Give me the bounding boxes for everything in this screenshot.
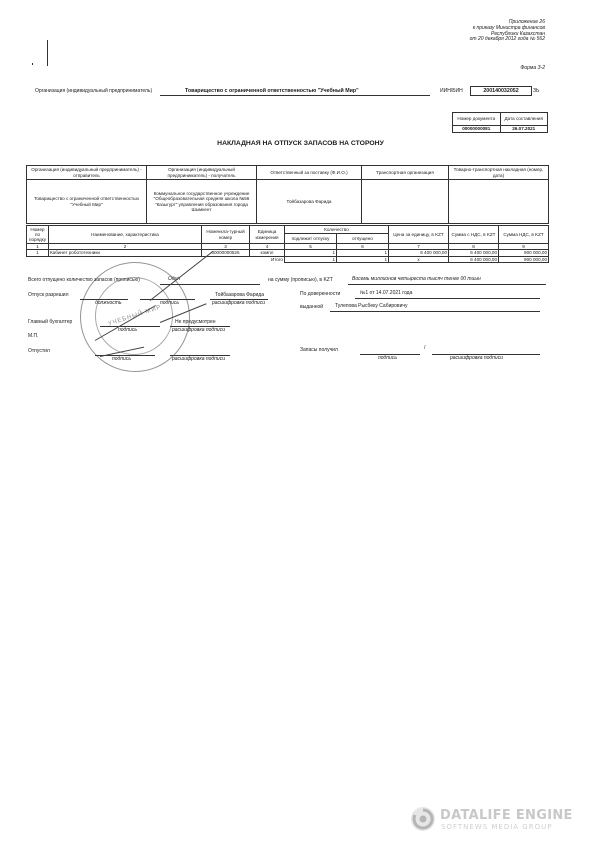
- col-index: 5: [285, 244, 337, 250]
- total-spacer: [27, 256, 49, 262]
- doc-date-value: 26.07.2021: [500, 126, 548, 133]
- issued-underline: [330, 311, 540, 312]
- release-decode-caption: расшифровка подписи: [212, 300, 265, 306]
- header-note-line: к приказу Министра финансов: [472, 24, 545, 31]
- header-note: [420, 20, 545, 43]
- total-label: Итого: [250, 256, 285, 262]
- sender-value: Товарищество с ограниченной ответственностью "Учебный Мир": [27, 180, 147, 224]
- accountant-sign-caption: подпись: [118, 327, 137, 333]
- waybill-header: Товарно-транспортная накладная (номер, дата): [449, 166, 549, 180]
- total-qty-b: 1: [337, 256, 389, 262]
- col-index: 4: [250, 244, 285, 250]
- receiver-value: Коммунальное государственное учреждение "Общеобразовательная средняя школа №56 "Казыгурт" управления образования города Шымкент: [147, 180, 257, 224]
- waybill-value: [449, 180, 549, 224]
- accountant-decode-caption: расшифровка подписи: [172, 327, 225, 333]
- row-qty-b: 1: [337, 250, 389, 256]
- doc-number-value: 00000000081: [453, 126, 501, 133]
- responsible-value: Тойбазарова Фарида: [257, 180, 362, 224]
- col-name-header: Наименование, характеристика: [49, 226, 202, 244]
- released-sign-caption: подпись: [112, 356, 131, 362]
- responsible-header: Ответственный за поставку (Ф.И.О.): [257, 166, 362, 180]
- header-note-line: Приложение 26: [508, 19, 545, 25]
- total-spacer: [49, 256, 202, 262]
- col-price-header: Цена за единицу, в KZT: [389, 226, 449, 244]
- receiver-header: Организация (индивидуальный предприниматель) - получатель: [147, 166, 257, 180]
- col-vat-header: Сумма НДС, в KZT: [499, 226, 549, 244]
- amount-underline: [348, 284, 546, 285]
- total-qty-a: 1: [285, 256, 337, 262]
- released-label: Отпустил: [28, 348, 50, 354]
- doc-date-header: Дата составления: [500, 113, 548, 126]
- mp-label: М.П.: [28, 333, 39, 339]
- issued-label: выданной: [300, 304, 324, 310]
- transport-header: Транспортная организация: [362, 166, 449, 180]
- watermark: [410, 804, 585, 834]
- release-label: Отпуск разрешил: [28, 292, 69, 298]
- col-index: 7: [389, 244, 449, 250]
- org-underline: [160, 95, 430, 96]
- amount-label: на сумму (прописью), в KZT: [268, 277, 333, 283]
- items-table: [26, 225, 549, 263]
- total-spacer: [202, 256, 250, 262]
- col-index: 8: [449, 244, 499, 250]
- org-label: Организация (индивидуальный предприниматель): [35, 88, 153, 94]
- proxy-underline: [355, 298, 540, 299]
- scan-dot: [32, 63, 33, 65]
- count-label: Всего отпущено количество запасов (прописью): [28, 277, 140, 283]
- form-label: Форма З-2: [520, 65, 545, 71]
- accountant-value: Не предусмотрен: [175, 319, 216, 325]
- issued-value: Тулепова Рысбеку Сабировичу: [335, 303, 408, 309]
- parties-table: [26, 165, 549, 224]
- row-code: 00000000525: [202, 250, 250, 256]
- watermark-subtitle: SOFTNEWS MEDIA GROUP: [441, 823, 553, 831]
- col-index: 3: [202, 244, 250, 250]
- total-row: [27, 256, 549, 262]
- accountant-label: Главный бухгалтер: [28, 319, 73, 325]
- header-note-line: от 20 декабря 2012 года № 562: [469, 36, 545, 43]
- col-qty-a-header: подлежит отпуску: [285, 234, 337, 244]
- row-vat: 900 000,00: [499, 250, 549, 256]
- row-num: 1: [27, 250, 49, 256]
- released-decode-caption: расшифровка подписи: [172, 356, 225, 362]
- col-index: 9: [499, 244, 549, 250]
- total-vat: 900 000,00: [499, 256, 549, 262]
- document-title: НАКЛАДНАЯ НА ОТПУСК ЗАПАСОВ НА СТОРОНУ: [217, 140, 384, 147]
- row-unit: компл: [250, 250, 285, 256]
- row-qty-a: 1: [285, 250, 337, 256]
- transport-value: [362, 180, 449, 224]
- total-sum: 6 400 000,00: [449, 256, 499, 262]
- proxy-label: По доверенности: [300, 291, 341, 297]
- count-value: Один: [168, 276, 181, 282]
- iin-label: ИИН/БИН: [440, 88, 463, 94]
- header-note-line: Республики Казахстан: [491, 30, 545, 37]
- col-unit-header: Единица измерения: [250, 226, 285, 244]
- received-decode-caption: расшифровка подписи: [450, 355, 503, 361]
- received-label: Запасы получил: [300, 347, 338, 353]
- release-post-caption: должность: [95, 300, 122, 306]
- received-slash: /: [424, 345, 426, 351]
- sender-header: Организация (индивидуальный предприниматель) - отправитель: [27, 166, 147, 180]
- col-num-header: Номер по порядку: [27, 226, 49, 244]
- release-name: Тойбазарова Фарида: [215, 292, 264, 298]
- row-price: 6 400 000,00: [389, 250, 449, 256]
- watermark-title: DATALIFE ENGINE: [440, 808, 573, 823]
- amount-value: Восемь миллионов четыреста тысяч тенге 00 тиын: [352, 276, 481, 282]
- col-index: 6: [337, 244, 389, 250]
- scan-mark: [47, 40, 48, 66]
- col-code-header: Номенкла-турный номер: [202, 226, 250, 244]
- iin-suffix: ЗЬ: [533, 88, 540, 94]
- release-sign-caption: подпись: [160, 300, 179, 306]
- row-name: Кабинет робототехники: [49, 250, 202, 256]
- stamp-text: УЧЕБНЫЙ МИР: [107, 304, 163, 328]
- col-sum-header: Сумма с НДС, в KZT: [449, 226, 499, 244]
- col-index: 1: [27, 244, 49, 250]
- doc-number-box: [452, 112, 548, 133]
- total-price: x: [389, 256, 449, 262]
- proxy-value: №1 от 14.07.2021 года: [360, 290, 413, 296]
- iin-value: 200140032052: [470, 86, 532, 96]
- org-value: Товарищество с ограниченной ответственностью "Учебный Мир": [185, 88, 359, 94]
- doc-number-header: Номер документа: [453, 113, 501, 126]
- watermark-logo-icon: [410, 806, 436, 832]
- col-qty-header: Количество: [285, 226, 389, 234]
- received-sign-caption: подпись: [378, 355, 397, 361]
- row-sum: 6 400 000,00: [449, 250, 499, 256]
- col-index: 2: [49, 244, 202, 250]
- col-qty-b-header: отпущено: [337, 234, 389, 244]
